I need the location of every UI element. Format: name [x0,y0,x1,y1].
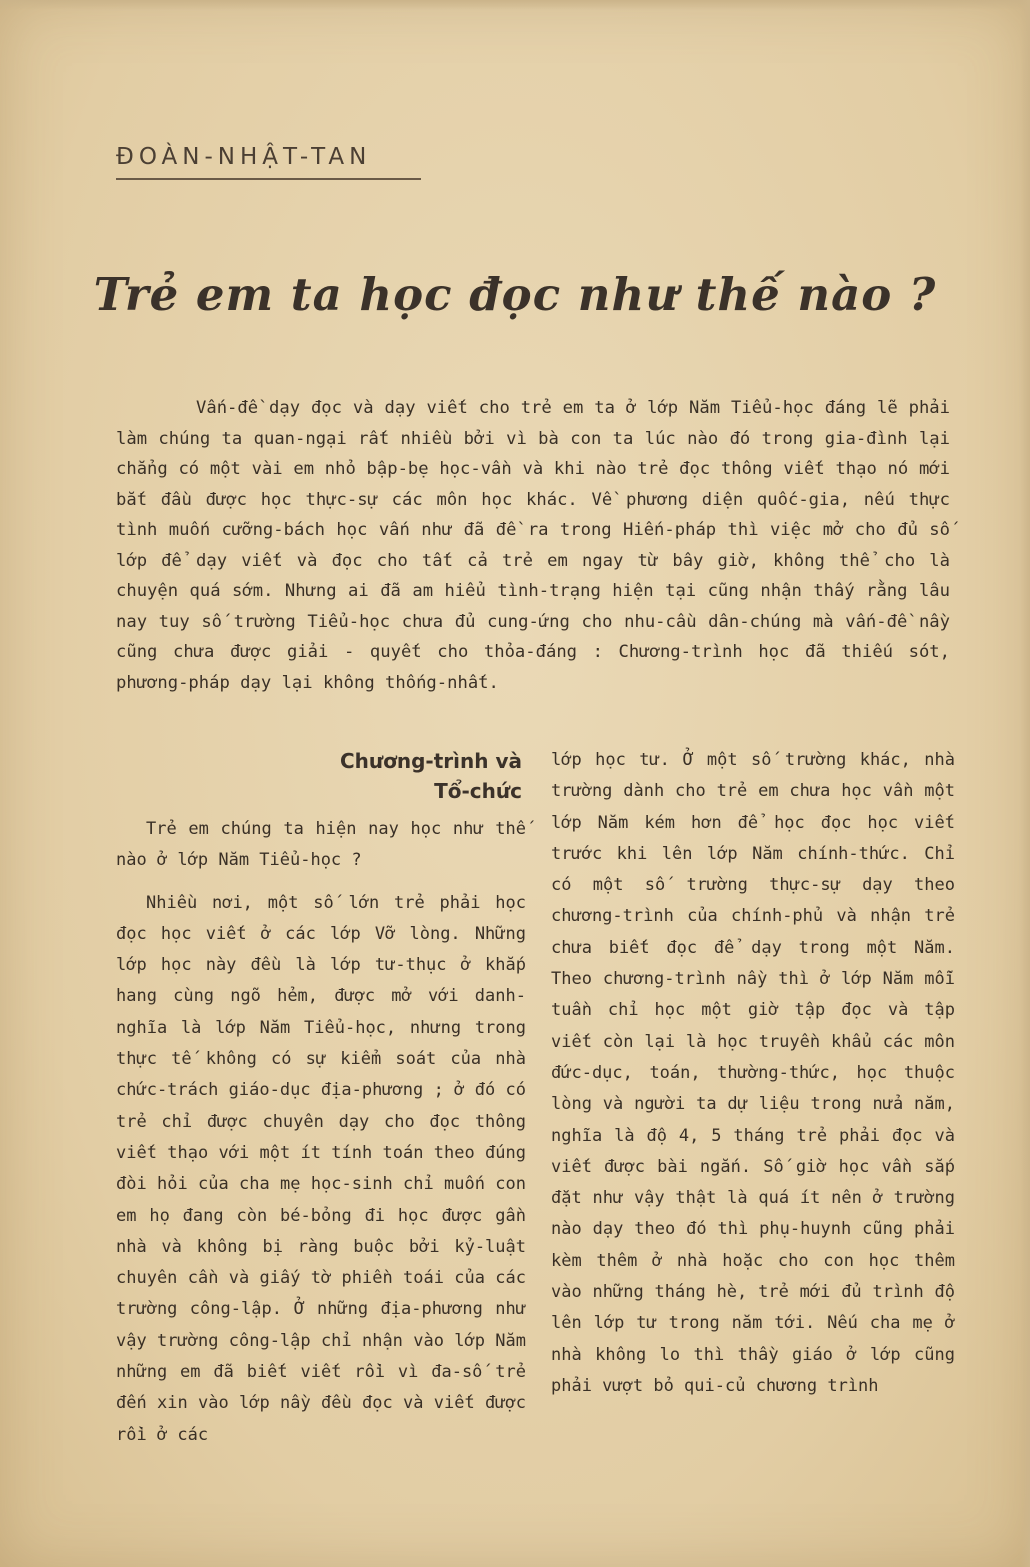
author-name: ĐOÀN-NHẬT-TAN [116,144,372,170]
section-heading-line-2: Tổ-chức [434,779,522,803]
page-top-edge [0,0,1030,10]
section-heading-line-1: Chương-trình và [339,749,522,773]
page-right-edge [1020,0,1030,1567]
intro-paragraph [116,393,950,698]
question-paragraph: Trẻ em chúng ta hiện nay học như thế nào ở lớp Năm Tiểu-học ? [116,819,526,871]
author-underline [116,178,421,180]
right-column [551,745,955,1402]
intro-text: Vấn-đề dạy đọc và dạy viết cho trẻ em ta ở lớp Năm Tiểu-học đáng lẽ phải làm chúng ta quan-ngại rất nhiều bởi vì bà con ta lúc nào đó trong gia-đình lại chẳng có một vài em nhỏ bập-bẹ học-vần và khi nào trẻ đọc thông viết thạo nó mới bắt đầu được học thực-sự các môn học khác. Về phương diện quốc-gia, nếu thực tình muốn cưỡng-bách học vấn như đã đề ra trong Hiến-pháp thì việc mở cho đủ số lớp để dạy viết và đọc cho tất cả trẻ em ngay từ bây giờ, không thể cho là chuyện quá sớm. Nhưng ai đã am hiểu tình-trạng hiện tại cũng nhận thấy rằng lâu nay tuy số trường Tiểu-học chưa đủ cung-ứng cho nhu-cầu dân-chúng mà vấn-đề nầy cũng chưa được giải - quyết cho thỏa-đáng : Chương-trình học đã thiếu sót, phương-pháp dạy lại không thống-nhất. [116,398,950,693]
right-column-paragraph: lớp học tư. Ở một số trường khác, nhà trường dành cho trẻ em chưa học vần một lớp Năm kém hơn để học đọc học viết trước khi lên lớp Năm chính-thức. Chỉ có một số trường thực-sự dạy theo chương-trình của chính-phủ và nhận trẻ chưa biết đọc để dạy trong một Năm. Theo chương-trình nầy thì ở lớp Năm mỗi tuần chỉ học một giờ tập đọc và tập viết còn lại là học truyền khẩu các môn đức-dục, toán, thường-thức, học thuộc lòng và người ta dự liệu trong nửa năm, nghĩa là độ 4, 5 tháng trẻ phải đọc và viết được bài ngắn. Số giờ học vần sắp đặt như vậy thật là quá ít nên ở trường nào dạy theo đó thì phụ-huynh cũng phải kèm thêm ở nhà hoặc cho con học thêm vào những tháng hè, trẻ mới đủ trình độ lên lớp tư trong năm tới. Nếu cha mẹ ở nhà không lo thì thầy giáo ở lớp cũng phải vượt bỏ qui-củ chương trình [551,750,955,1396]
left-column [116,746,526,1451]
section-heading [116,746,522,806]
article-title: Trẻ em ta học đọc như thế nào ? [93,268,937,321]
left-column-paragraph: Nhiều nơi, một số lớn trẻ phải học đọc học viết ở các lớp Vỡ lòng. Những lớp học này đều là lớp tư-thục ở khắp hang cùng ngõ hẻm, được mở với danh-nghĩa là lớp Năm Tiểu-học, nhưng trong thực tế không có sự kiểm soát của nhà chức-trách giáo-dục địa-phương ; ở đó có trẻ chỉ được chuyên dạy cho đọc thông viết thạo với một ít tính toán theo đúng đòi hỏi của cha mẹ học-sinh chỉ muốn con em họ đang còn bé-bỏng đi học được gần nhà và không bị ràng buộc bởi kỷ-luật chuyên cần và giấy tờ phiền toái của các trường công-lập. Ở những địa-phương như vậy trường công-lập chỉ nhận vào lớp Năm những em đã biết viết rồi vì đa-số trẻ đến xin vào lớp nầy đều đọc và viết được rồi ở các [116,892,526,1445]
